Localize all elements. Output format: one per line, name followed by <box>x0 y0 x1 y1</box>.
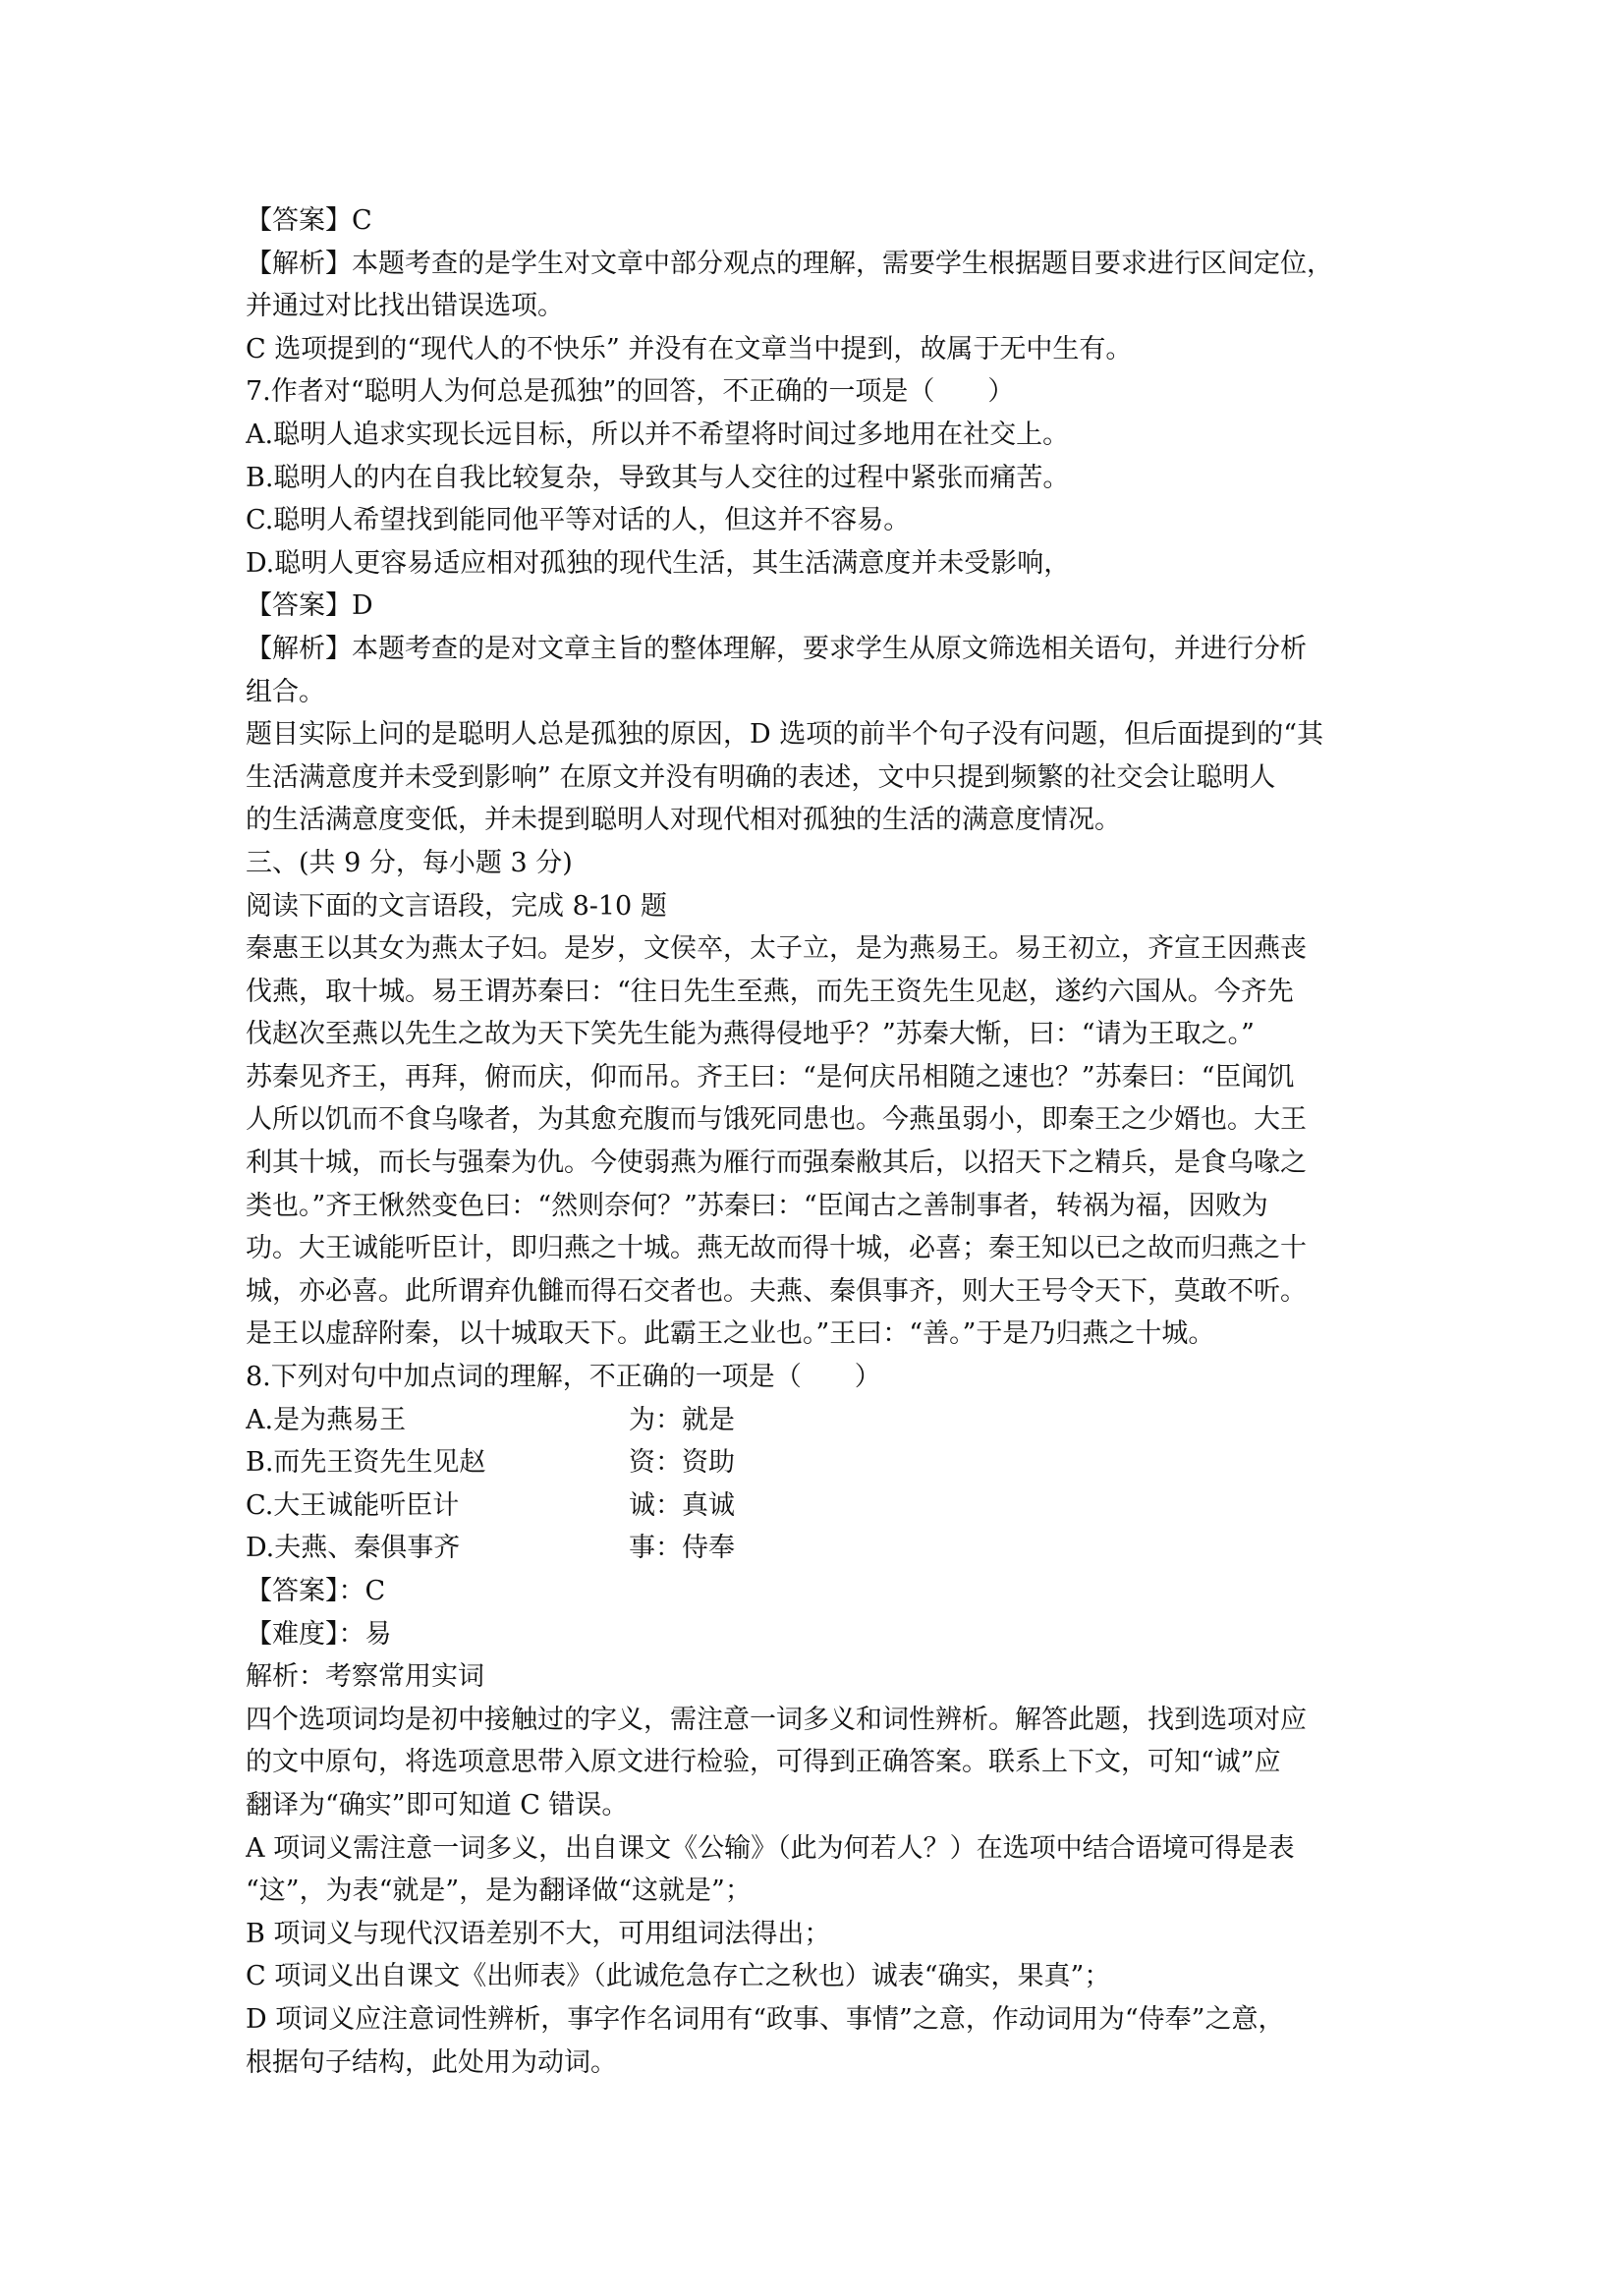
text-line: 【解析】本题考查的是对文章主旨的整体理解，要求学生从原文筛选相关语句，并进行分析 <box>246 633 1307 664</box>
text-line: 根据句子结构，此处用为动词。 <box>246 2046 617 2078</box>
text-line: 【答案】D <box>246 590 373 622</box>
option-definition: 诚：真诚 <box>629 1489 735 1521</box>
text-line: 利其十城，而长与强秦为仇。今使弱燕为雁行而强秦敝其后，以招天下之精兵，是食乌喙之 <box>246 1148 1307 1179</box>
option-sentence: B.而先王资先生见赵 <box>246 1447 486 1479</box>
text-block-bottom <box>246 1570 1385 2084</box>
text-line: 的文中原句，将选项意思带入原文进行检验，可得到正确答案。联系上下文，可知“诚”应 <box>246 1747 1281 1778</box>
text-line: 解析：考察常用实词 <box>246 1661 484 1693</box>
text-line: B 项词义与现代汉语差别不大，可用组词法得出； <box>246 1918 831 1949</box>
text-line: C 选项提到的“现代人的不快乐” 并没有在文章当中提到，故属于无中生有。 <box>246 333 1133 364</box>
text-line: “这”，为表“就是”，是为翻译做“这就是”； <box>246 1876 752 1907</box>
text-line: 苏秦见齐王，再拜，俯而庆，仰而吊。齐王曰：“是何庆吊相随之速也？”苏秦曰：“臣闻饥 <box>246 1061 1295 1092</box>
text-line: C.聪明人希望找到能同他平等对话的人，但这并不容易。 <box>246 505 911 536</box>
text-line: B.聪明人的内在自我比较复杂，导致其与人交往的过程中紧张而痛苦。 <box>246 462 1070 493</box>
option-row <box>246 1484 1385 1528</box>
text-line: D.聪明人更容易适应相对孤独的现代生活，其生活满意度并未受影响， <box>246 547 1071 579</box>
text-line: D 项词义应注意词性辨析，事字作名词用有“政事、事情”之意，作动词用为“侍奉”之意， <box>246 2003 1285 2035</box>
text-line: 组合。 <box>246 676 325 707</box>
text-line: 三、(共 9 分，每小题 3 分) <box>246 847 573 878</box>
text-line: 功。大王诚能听臣计，即归燕之十城。燕无故而得十城，必喜；秦王知以已之故而归燕之十 <box>246 1233 1307 1264</box>
text-line: 并通过对比找出错误选项。 <box>246 291 564 322</box>
text-block-top <box>246 199 1385 1399</box>
option-sentence: D.夫燕、秦俱事齐 <box>246 1533 461 1564</box>
option-row <box>246 1441 1385 1484</box>
text-line: 8.下列对句中加点词的理解，不正确的一项是（ ） <box>246 1362 881 1393</box>
option-definition: 为：就是 <box>629 1404 735 1435</box>
text-line: 伐赵次至燕以先生之故为天下笑先生能为燕得侵地乎？”苏秦大惭，曰：“请为王取之。” <box>246 1019 1255 1050</box>
option-definition: 事：侍奉 <box>629 1533 735 1564</box>
text-line: 城，亦必喜。此所谓弃仇雠而得石交者也。夫燕、秦俱事齐，则大王号令天下，莫敢不听。 <box>246 1275 1307 1307</box>
text-line: 生活满意度并未受到影响” 在原文并没有明确的表述，文中只提到频繁的社交会让聪明人 <box>246 761 1276 793</box>
text-line: 四个选项词均是初中接触过的字义，需注意一词多义和词性辨析。解答此题，找到选项对应 <box>246 1704 1307 1735</box>
text-line: 类也。”齐王愀然变色曰：“然则奈何？”苏秦曰：“臣闻古之善制事者，转祸为福，因败为 <box>246 1190 1268 1221</box>
document-body <box>246 199 1385 2084</box>
text-line: 是王以虚辞附秦，以十城取天下。此霸王之业也。”王曰：“善。”于是乃归燕之十城。 <box>246 1318 1215 1350</box>
option-row <box>246 1399 1385 1442</box>
option-sentence: A.是为燕易王 <box>246 1404 407 1435</box>
text-line: 阅读下面的文言语段，完成 8-10 题 <box>246 890 667 922</box>
text-line: 秦惠王以其女为燕太子妇。是岁，文侯卒，太子立，是为燕易王。易王初立，齐宣王因燕丧 <box>246 933 1307 965</box>
text-line: A 项词义需注意一词多义，出自课文《公输》（此为何若人？）在选项中结合语境可得是表 <box>246 1832 1295 1864</box>
option-row <box>246 1527 1385 1570</box>
option-sentence: C.大王诚能听臣计 <box>246 1489 460 1521</box>
text-line: 题目实际上问的是聪明人总是孤独的原因，D 选项的前半个句子没有问题，但后面提到的“其 <box>246 719 1324 751</box>
text-line: 【难度】：易 <box>246 1618 392 1650</box>
option-table <box>246 1399 1385 1570</box>
text-line: 【答案】：C <box>246 1576 386 1606</box>
text-line: A.聪明人追求实现长远目标，所以并不希望将时间过多地用在社交上。 <box>246 419 1070 450</box>
text-line: 的生活满意度变低，并未提到聪明人对现代相对孤独的生活的满意度情况。 <box>246 805 1121 836</box>
text-line: 7.作者对“聪明人为何总是孤独”的回答，不正确的一项是（ ） <box>246 376 1015 408</box>
text-line: 翻译为“确实”即可知道 C 错误。 <box>246 1789 629 1820</box>
option-definition: 资：资助 <box>629 1447 735 1479</box>
text-line: C 项词义出自课文《出师表》（此诚危急存亡之秋也）诚表“确实，果真”； <box>246 1961 1111 1992</box>
text-line: 人所以饥而不食乌喙者，为其愈充腹而与饿死同患也。今燕虽弱小，即秦王之少婿也。大王 <box>246 1104 1307 1136</box>
text-line: 【解析】本题考查的是学生对文章中部分观点的理解，需要学生根据题目要求进行区间定位， <box>246 248 1333 279</box>
text-line: 伐燕，取十城。易王谓苏秦曰：“往日先生至燕，而先王资先生见赵，遂约六国从。今齐先 <box>246 976 1294 1007</box>
text-line: 【答案】C <box>246 205 372 236</box>
